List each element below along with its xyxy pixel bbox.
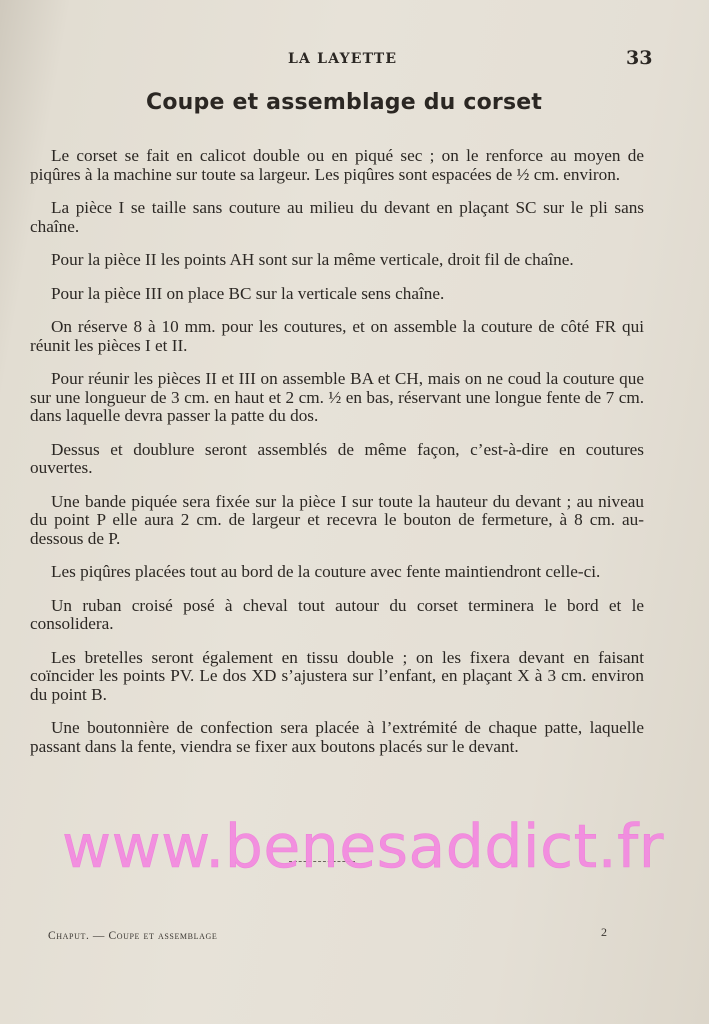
footer-separator: — [89, 930, 109, 942]
signature-mark: 2 [601, 925, 607, 939]
watermark-text: www.benesaddict.fr [62, 812, 664, 882]
paragraph: Pour réunir les pièces II et III on assemble BA et CH, mais on ne coud la couture que sur une longueur de 3 cm. en haut et 2 cm. ½ en bas, réservant une longue fente de 7 cm. dans laquelle devra passer la patte du dos. [30, 369, 644, 425]
paragraph: Un ruban croisé posé à cheval tout autour du corset terminera le bord et le consolidera. [30, 595, 644, 633]
body-text [30, 147, 644, 756]
page-number: 33 [626, 47, 653, 69]
paragraph: Les piqûres placées tout au bord de la couture avec fente maintiendront celle-ci. [51, 562, 601, 581]
paragraph: Dessus et doublure seront assemblés de même façon, c’est-à-dire en coutures ouvertes. [30, 439, 644, 477]
paragraph: Les bretelles seront également en tissu double ; on les fixera devant en faisant coïncider les points PV. Le dos XD s’ajustera sur l’enfant, en plaçant X à 3 cm. environ du point B. [30, 647, 644, 704]
footer-section: Coupe et assemblage [108, 930, 218, 942]
section-title: Coupe et assemblage du corset [146, 90, 543, 115]
paragraph: Une boutonnière de confection sera placée à l’extrémité de chaque patte, laquelle passant dans la fente, viendra se fixer aux boutons placés sur le devant. [30, 718, 644, 756]
paragraph: Le corset se fait en calicot double ou en piqué sec ; on le renforce au moyen de piqûres à la machine sur toute sa largeur. Les piqûres sont espacées de ½ cm. environ. [30, 146, 644, 184]
running-head: LA LAYETTE [288, 51, 398, 67]
paragraph: La pièce I se taille sans couture au milieu du devant en plaçant SC sur le pli sans chaîne. [30, 198, 644, 236]
paragraph: Une bande piquée sera fixée sur la pièce I sur toute la hauteur du devant ; au niveau du point P elle aura 2 cm. de largeur et recevra le bouton de fermeture, à 8 cm. au-dessous de P. [30, 491, 644, 548]
footer-author: Chaput. [48, 930, 90, 942]
paragraph: Pour la pièce II les points AH sont sur la même verticale, droit fil de chaîne. [51, 250, 574, 269]
paragraph: On réserve 8 à 10 mm. pour les coutures, et on assemble la couture de côté FR qui réunit les pièces I et II. [30, 317, 644, 355]
paragraph: Pour la pièce III on place BC sur la verticale sens chaîne. [51, 283, 445, 303]
footer-signature-line [48, 930, 217, 942]
